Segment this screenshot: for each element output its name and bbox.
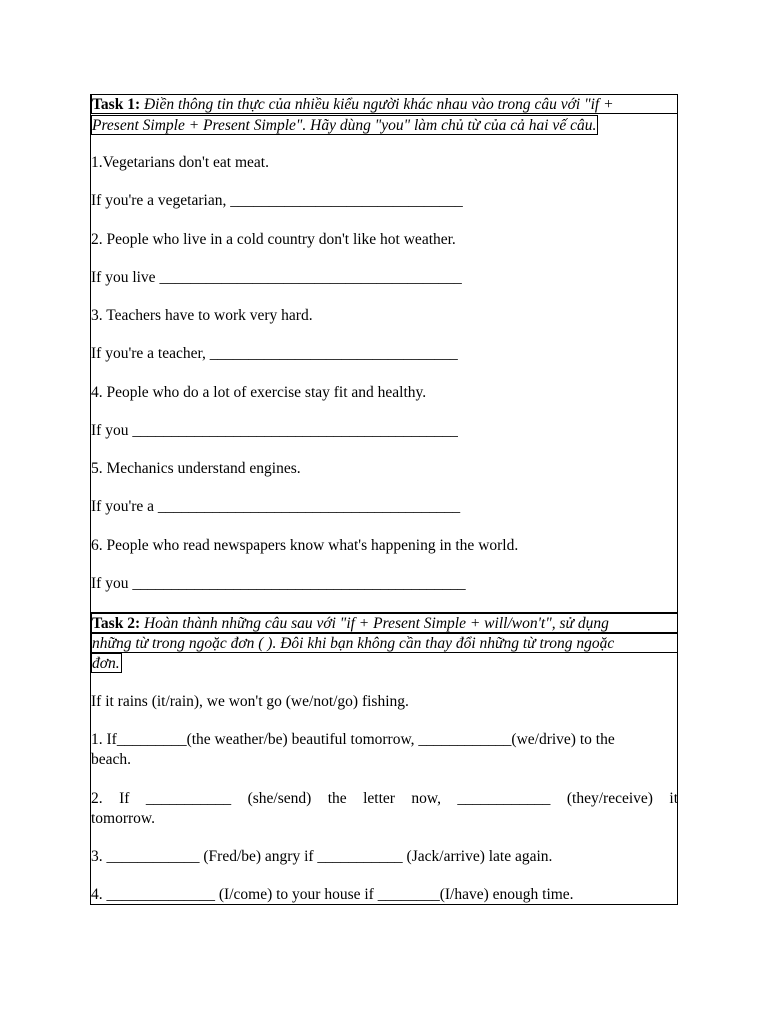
task2-instruction-line2: những từ trong ngoặc đơn ( ). Đôi khi bạn không cần thay đổi những từ trong ngoặc	[92, 635, 615, 652]
task2-label: Task 2:	[92, 615, 141, 632]
task2-question-1-line2: beach.	[91, 751, 132, 768]
task2-heading-line1	[91, 613, 678, 633]
task1-statement-5: 5. Mechanics understand engines.	[91, 460, 301, 477]
task1-statement-1: 1.Vegetarians don't eat meat.	[91, 154, 269, 171]
task2-heading-line2	[91, 633, 678, 653]
task1-answer-1[interactable]: If you're a vegetarian, ______________________________	[91, 192, 463, 209]
task2-instruction-line3: đơn.	[92, 655, 120, 672]
task1-answer-6[interactable]: If you ___________________________________________	[91, 575, 466, 592]
task1-statement-4: 4. People who do a lot of exercise stay fit and healthy.	[91, 384, 427, 401]
task2-question-4[interactable]: 4. ______________ (I/come) to your house if ________(I/have) enough time.	[91, 886, 574, 903]
task2-question-1-line1[interactable]: 1. If_________(the weather/be) beautiful tomorrow, ____________(we/drive) to the	[91, 731, 615, 748]
task1-statement-6: 6. People who read newspapers know what's happening in the world.	[91, 537, 519, 554]
task2-instruction-line1: Hoàn thành những câu sau với "if + Present Simple + will/won't", sử dụng	[143, 615, 609, 632]
task1-answer-2[interactable]: If you live _______________________________________	[91, 269, 462, 286]
task1-statement-2: 2. People who live in a cold country don't like hot weather.	[91, 231, 456, 248]
task2-heading-line3	[91, 653, 122, 673]
task2-question-2-line1[interactable]: 2. If ___________ (she/send) the letter now, ____________ (they/receive) it	[91, 790, 678, 807]
task2-question-3[interactable]: 3. ____________ (Fred/be) angry if ___________ (Jack/arrive) late again.	[91, 848, 553, 865]
task1-heading-line1	[91, 94, 678, 114]
task1-label: Task 1:	[92, 96, 141, 113]
task2-example: If it rains (it/rain), we won't go (we/not/go) fishing.	[91, 693, 409, 710]
task1-heading-line2	[91, 115, 598, 135]
task1-instruction-line2: Present Simple + Present Simple". Hãy dùng "you" làm chủ từ của cả hai vế câu.	[92, 117, 597, 134]
task1-answer-5[interactable]: If you're a _______________________________________	[91, 498, 461, 515]
task1-answer-4[interactable]: If you __________________________________________	[91, 422, 458, 439]
task1-instruction-line1: Điền thông tin thực của nhiều kiểu người khác nhau vào trong câu với "if +	[143, 96, 614, 113]
task1-statement-3: 3. Teachers have to work very hard.	[91, 307, 313, 324]
task2-question-2-line2: tomorrow.	[91, 810, 155, 827]
task1-answer-3[interactable]: If you're a teacher, ________________________________	[91, 345, 458, 362]
